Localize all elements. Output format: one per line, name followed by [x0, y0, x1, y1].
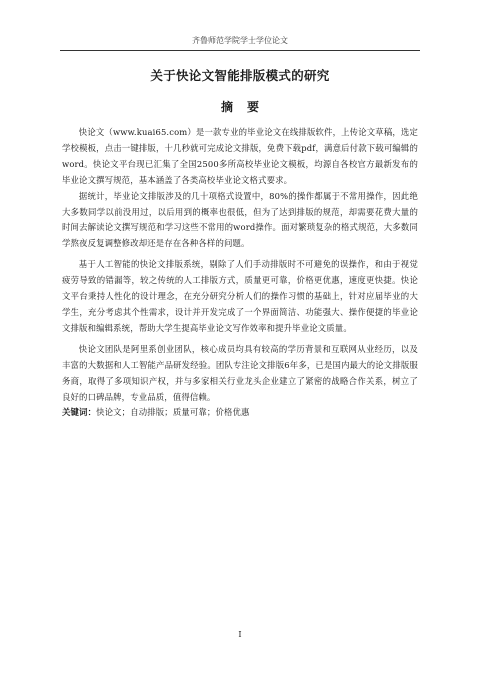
keywords-text: 快论文；自动排版；质量可靠；价格优惠 [96, 407, 250, 418]
page-number: I [238, 630, 242, 639]
abstract-body [62, 125, 418, 421]
running-header: 齐鲁师范学院学士学位论文 [60, 35, 420, 51]
keywords-label: 关键词： [62, 407, 97, 418]
thesis-title: 关于快论文智能排版模式的研究 [150, 68, 330, 83]
abstract-paragraph-4: 快论文团队是阿里系创业团队，核心成员均具有较高的学历背景和互联网从业经历，以及丰富的大数据和人工智能产品研发经验。团队专注论文排版6年多，已是国内最大的论文排版服务商，取得了多项知识产权，并与多家相关行业龙头企业建立了紧密的战略合作关系，树立了良好的口碑品牌，专业品质，值得信赖。 [62, 343, 418, 402]
keywords-line [62, 405, 418, 421]
abstract-paragraph-3: 基于人工智能的快论文排版系统，剔除了人们手动排版时不可避免的误操作，和由于视觉疲劳导致的错漏等，较之传统的人工排版方式，质量更可靠，价格更优惠，速度更快捷。快论文平台秉持人性化的设计理念，在充分研究分析人们的操作习惯的基础上，针对应届毕业的大学生，充分考虑其个性需求，设计并开发完成了一个界面简洁、功能强大、操作便捷的毕业论文排版和编辑系统，帮助大学生提高毕业论文写作效率和提升毕业论文质量。 [62, 259, 418, 333]
abstract-paragraph-1: 快论文（www.kuai65.com）是一款专业的毕业论文在线排版软件，上传论文草稿，选定学校模板，点击一键排版，十几秒就可完成论文排版，免费下载pdf，满意后付款下载可编辑的word。快论文平台现已汇集了全国2500多所高校毕业论文模板，均源自各校官方最新发布的毕业论文撰写规范，基本涵盖了各类高校毕业论文格式要求。 [62, 127, 418, 185]
abstract-heading: 摘要 [220, 100, 273, 114]
abstract-paragraph-2: 据统计，毕业论文排版涉及的几十项格式设置中，80%的操作都属于不常用操作，因此绝大多数同学以前没用过，以后用到的概率也很低，但为了达到排版的规范，却需要花费大量的时间去解读论文撰写规范和学习这些不常用的word操作。面对繁琐复杂的格式规范，大多数同学熬夜反复调整修改却还是存在各种各样的问题。 [62, 190, 418, 249]
